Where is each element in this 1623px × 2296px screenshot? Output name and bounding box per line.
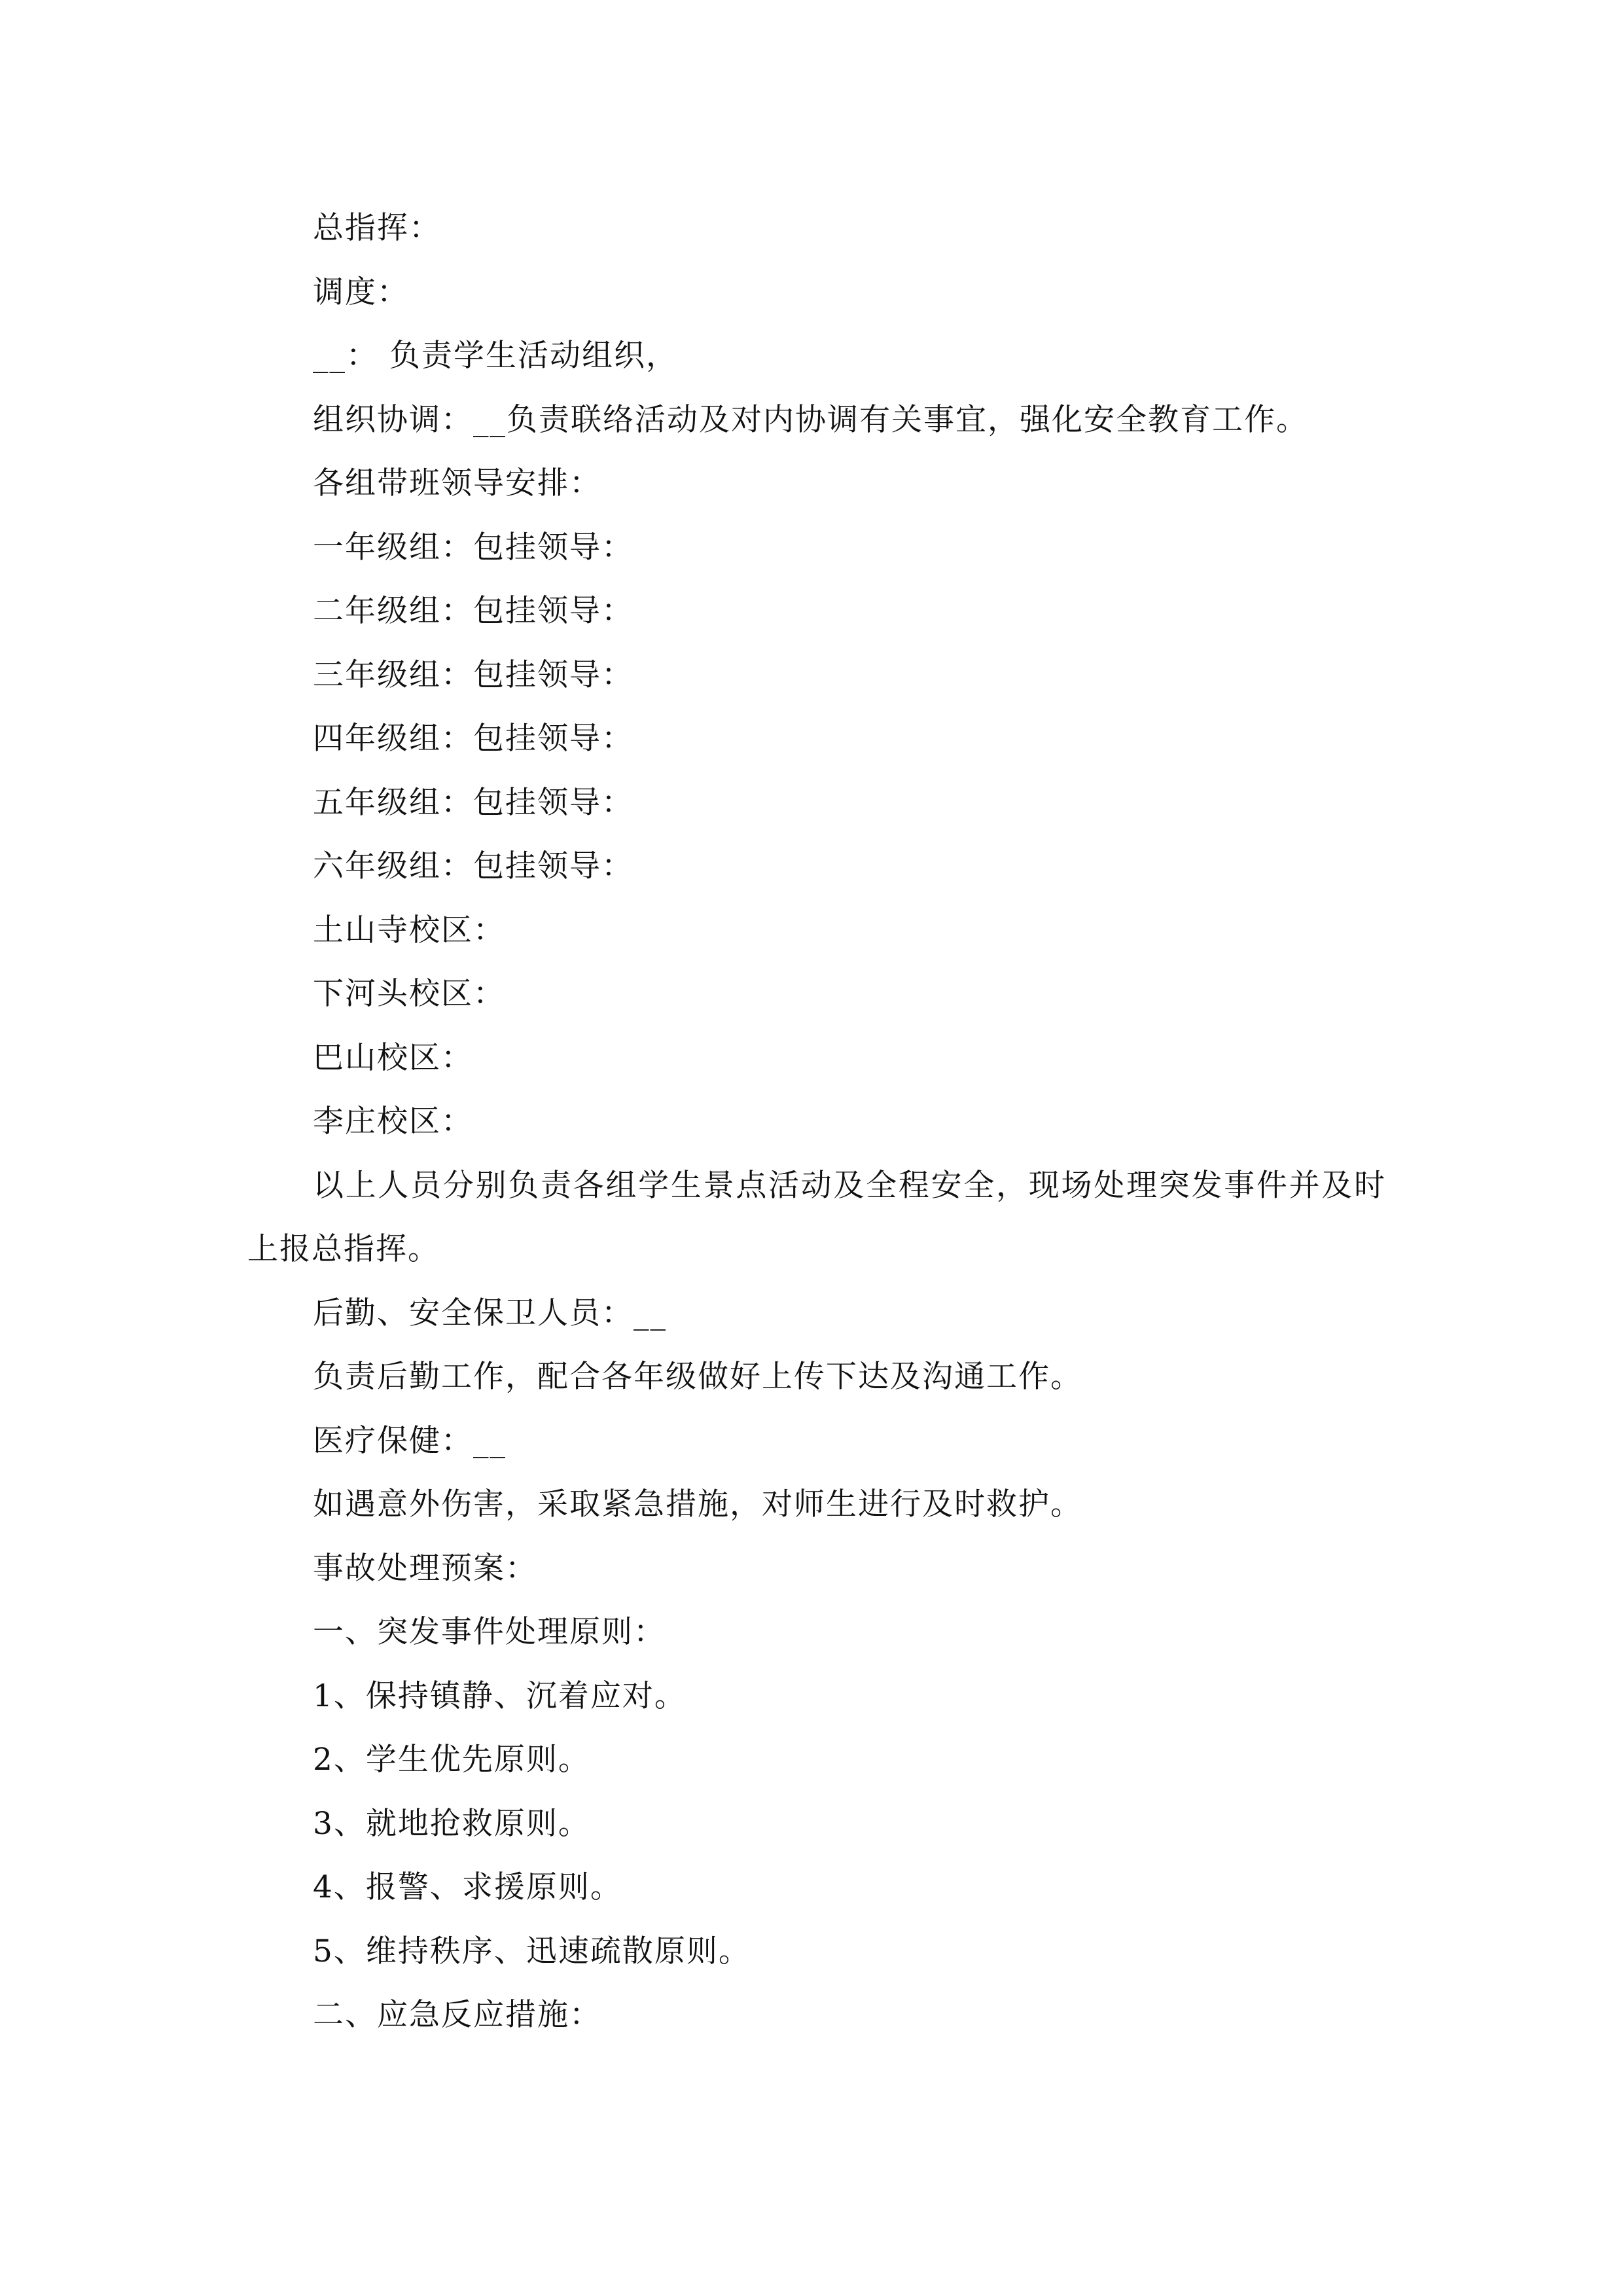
- paragraph-commander: 总指挥：: [313, 210, 441, 246]
- paragraph-campus-lizhuang: 李庄校区：: [313, 1103, 473, 1139]
- paragraph-campus-bashan: 巴山校区：: [313, 1039, 473, 1076]
- paragraph-medical: 医疗保健：__: [313, 1422, 507, 1459]
- paragraph-grade-6: 六年级组：包挂领导：: [313, 848, 633, 884]
- paragraph-section-2-heading: 二、应急反应措施：: [313, 1997, 601, 2033]
- paragraph-responsibility-summary: 以上人员分别负责各组学生景点活动及全程安全，现场处理突发事件并及时上报总指挥。: [247, 1167, 1386, 1267]
- paragraph-incident-plan-heading: 事故处理预案：: [313, 1550, 537, 1587]
- paragraph-grade-2: 二年级组：包挂领导：: [313, 593, 633, 629]
- paragraph-dispatch: 调度：: [313, 274, 409, 310]
- paragraph-campus-tushansi: 土山寺校区：: [313, 912, 505, 948]
- paragraph-section-1-heading: 一、突发事件处理原则：: [313, 1614, 666, 1650]
- paragraph-coordination: 组织协调：__负责联络活动及对内协调有关事宜，强化安全教育工作。: [313, 401, 1308, 438]
- paragraph-logistics-duty: 负责后勤工作，配合各年级做好上传下达及沟通工作。: [313, 1359, 1082, 1395]
- paragraph-grade-3: 三年级组：包挂领导：: [313, 656, 633, 693]
- paragraph-campus-xiahetou: 下河头校区：: [313, 976, 505, 1012]
- document-body: [247, 196, 1386, 2047]
- paragraph-grade-1: 一年级组：包挂领导：: [313, 529, 633, 565]
- paragraph-grade-5: 五年级组：包挂领导：: [313, 784, 633, 821]
- paragraph-principle-2: 2、学生优先原则。: [313, 1742, 590, 1778]
- paragraph-principle-3: 3、就地抢救原则。: [313, 1805, 590, 1842]
- paragraph-principle-4: 4、报警、求援原则。: [313, 1869, 622, 1905]
- paragraph-activity-organizer: __： 负责学生活动组织，: [313, 338, 678, 374]
- paragraph-logistics-security: 后勤、安全保卫人员：__: [313, 1295, 667, 1331]
- paragraph-grade-4: 四年级组：包挂领导：: [313, 721, 633, 757]
- paragraph-medical-duty: 如遇意外伤害，采取紧急措施，对师生进行及时救护。: [313, 1486, 1082, 1522]
- paragraph-principle-5: 5、维持秩序、迅速疏散原则。: [313, 1933, 751, 1969]
- paragraph-principle-1: 1、保持镇静、沉着应对。: [313, 1677, 687, 1714]
- paragraph-group-leaders-heading: 各组带班领导安排：: [313, 465, 601, 501]
